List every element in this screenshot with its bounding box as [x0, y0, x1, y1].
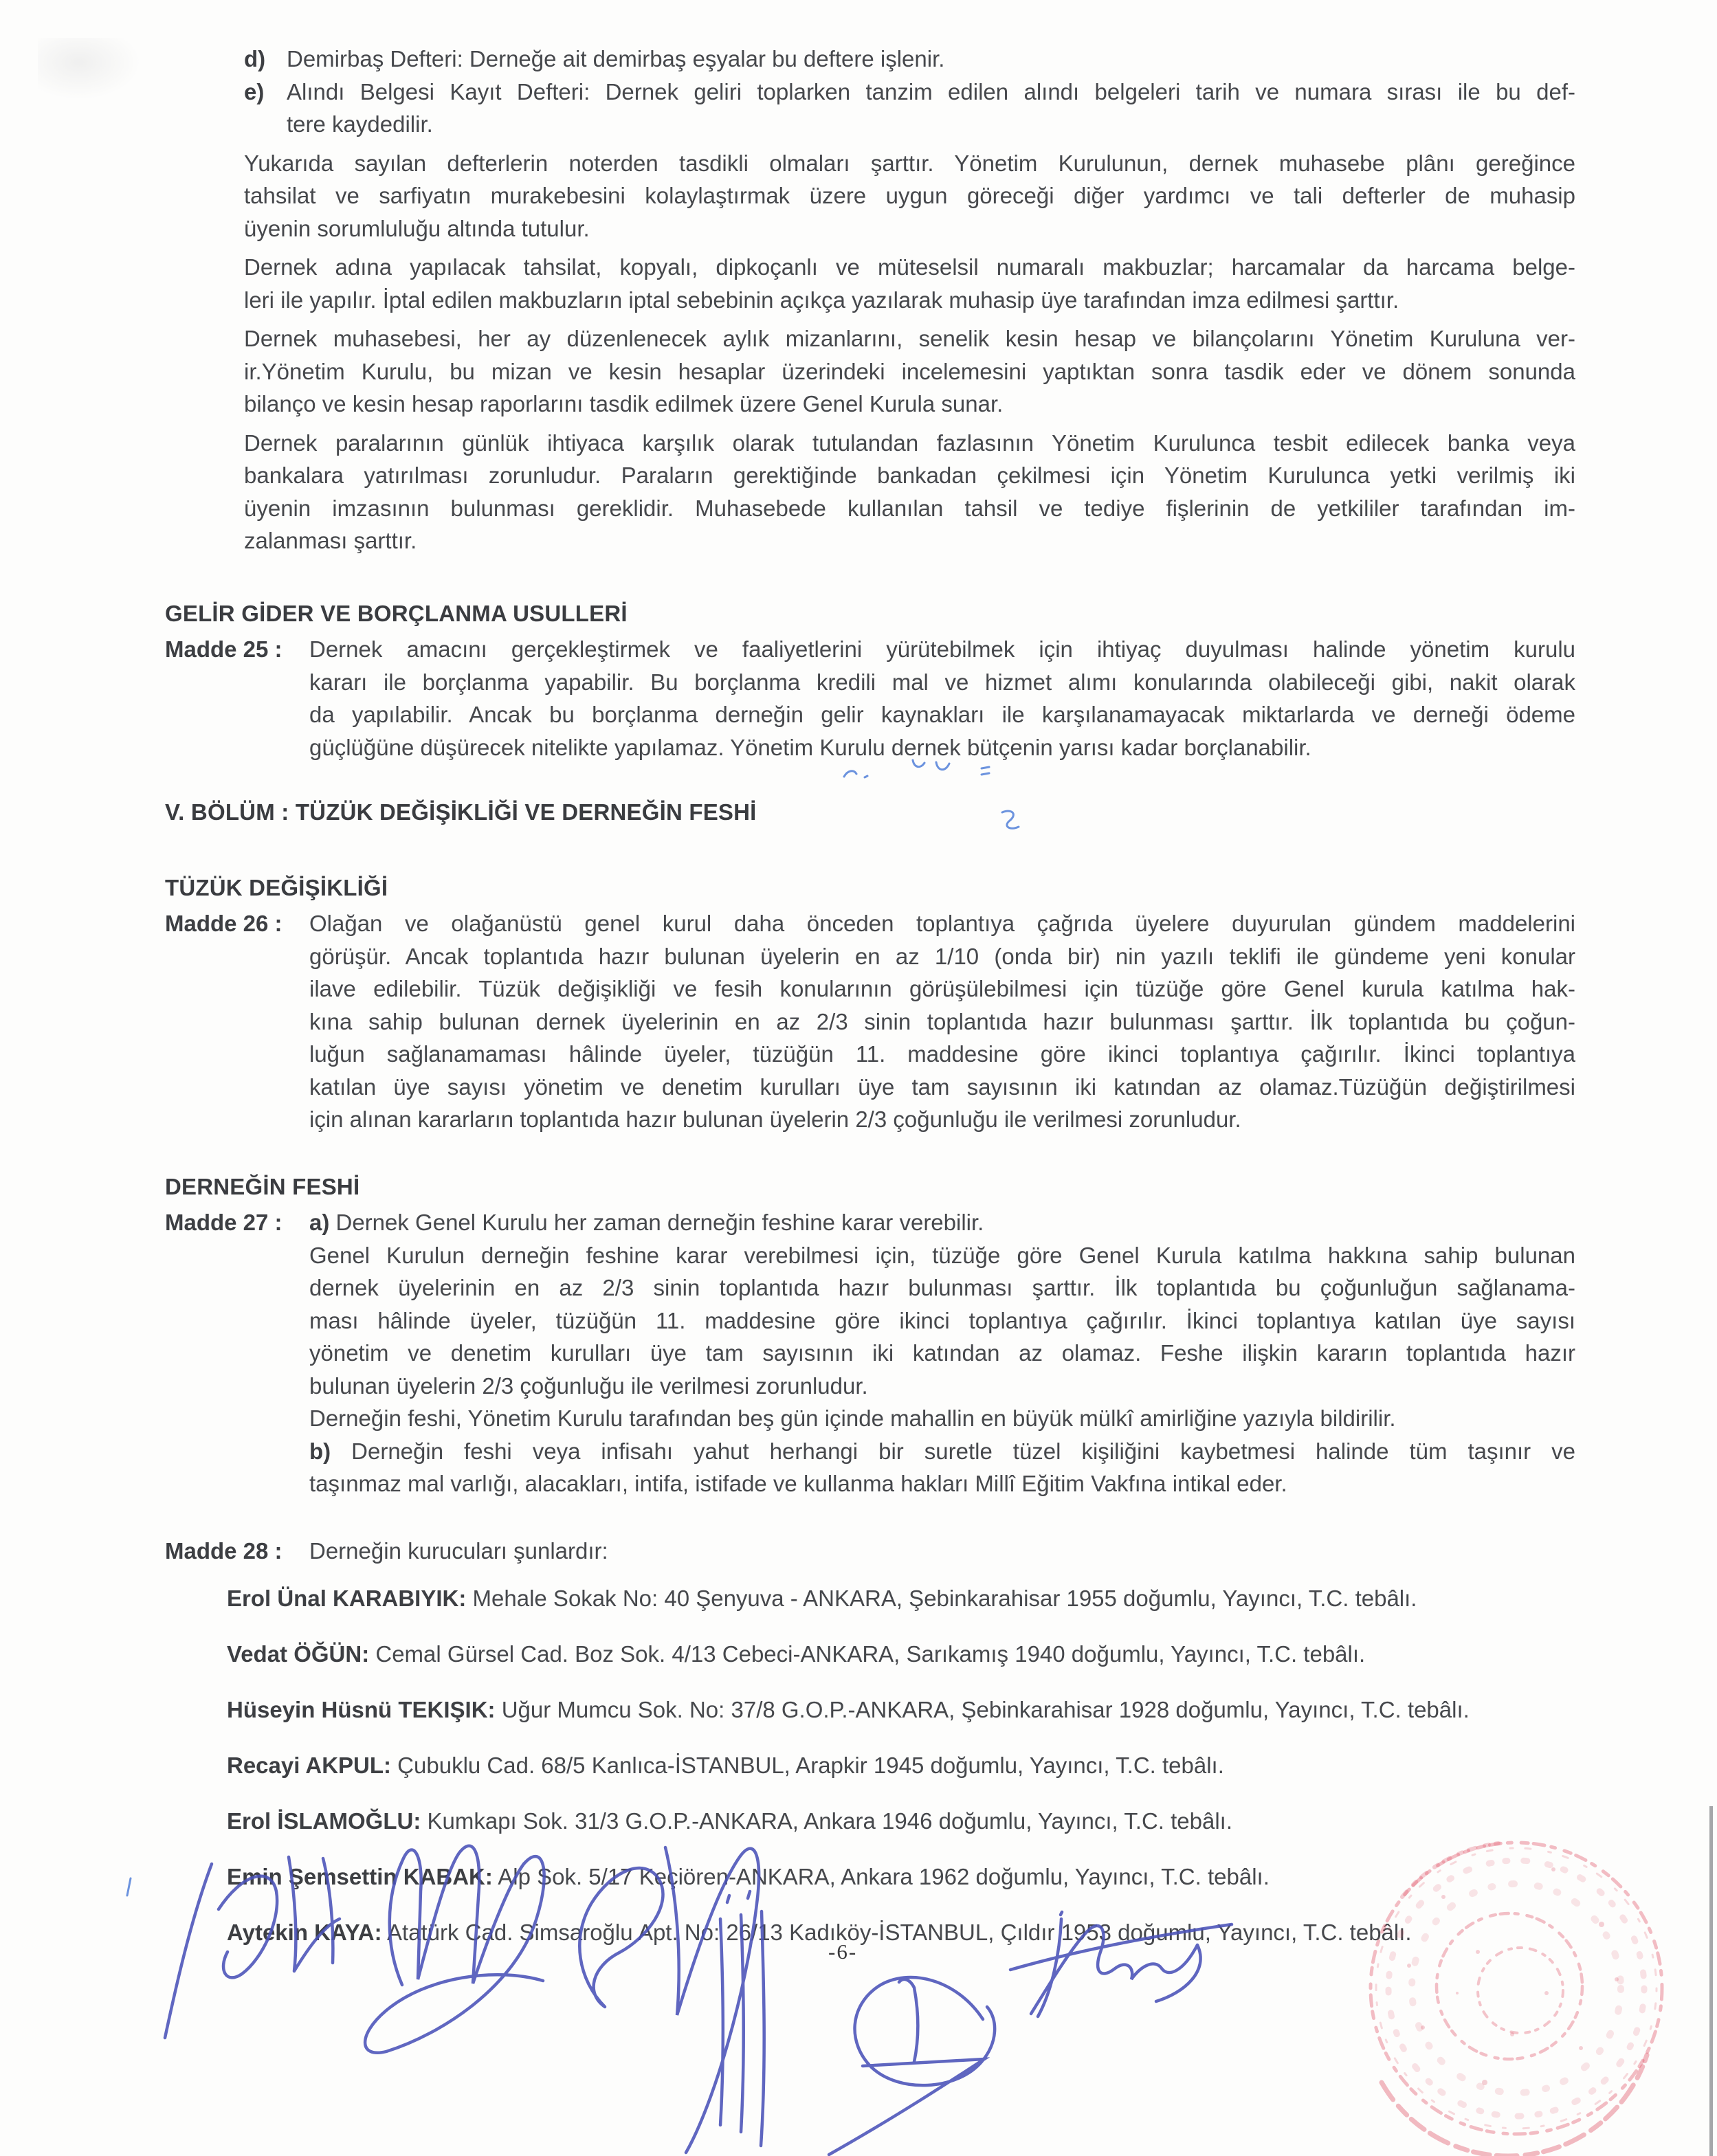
paragraph-muhasebe: [244, 322, 1575, 421]
scan-edge-line: [1709, 1806, 1713, 2156]
text-line: yönetim ve denetim kurulları üye tam sayısının iki katından az olamaz. Feshe ilişkin kararın toplantıda hazır: [309, 1340, 1575, 1366]
text-line: zalanması şarttır.: [244, 528, 417, 553]
founder-details: Cemal Gürsel Cad. Boz Sok. 4/13 Cebeci-ANKARA, Sarıkamış 1940 doğumlu, Yayıncı, T.C. tebâlı.: [369, 1641, 1366, 1667]
text-line: tere kaydedilir.: [287, 111, 433, 137]
founder-name: Erol Ünal KARABIYIK:: [227, 1586, 467, 1611]
text-line: bulunan üyelerin 2/3 çoğunluğu ile verilmesi zorunludur.: [309, 1372, 868, 1399]
paragraph-defterler: [244, 147, 1575, 245]
founder-name: Recayi AKPUL:: [227, 1753, 392, 1778]
founder-name: Erol İSLAMOĞLU:: [227, 1808, 421, 1834]
founder-name: Vedat ÖĞÜN:: [227, 1641, 370, 1667]
founder-details: Atatürk Cad. Simsaroğlu Apt. No: 26/13 Kadıköy-İSTANBUL, Çıldır 1953 doğumlu, Yayıncı, T.C. tebâlı.: [381, 1920, 1412, 1945]
text-line: leri ile yapılır. İptal edilen makbuzların iptal sebebinin açıkça yazılarak muhasip üye tarafından imza edilmesi şarttır.: [244, 287, 1399, 313]
text-line: ir.Yönetim Kurulu, bu mizan ve kesin hesaplar üzerindeki incelemesini yaptıktan sonra tasdik eder ve dönem sonunda: [244, 358, 1575, 384]
text-line: ması hâlinde üyeler, tüzüğün 11. maddesine göre ikinci toplantıya çağırılır. İkinci toplantıya katılan üye sayısı: [309, 1307, 1575, 1333]
founder-details: Çubuklu Cad. 68/5 Kanlıca-İSTANBUL, Arapkir 1945 doğumlu, Yayıncı, T.C. tebâlı.: [391, 1753, 1224, 1778]
item-a-text: Dernek Genel Kurulu her zaman derneğin feshine karar verebilir.: [329, 1210, 984, 1235]
item-e-label: e): [244, 78, 265, 104]
text-line: Genel Kurulun derneğin feshine karar verebilmesi için, tüzüğe göre Genel Kurula katılma hakkına sahip bulunan: [309, 1242, 1575, 1268]
madde-28: [165, 1535, 1575, 1568]
madde-28-text: Derneğin kurucuları şunlardır:: [309, 1537, 608, 1564]
text-line: katılan üye sayısı yönetim ve denetim kurulları üye tam sayısının iki katından az olamaz.Tüzüğün değiştirilmesi: [309, 1074, 1575, 1100]
pen-mark: [127, 1878, 131, 1896]
text-line: dernek üyelerinin en az 2/3 sinin toplantıda hazır bulunması şarttır. İlk toplantıda bu çoğunluğun sağlanama-: [309, 1275, 1575, 1300]
madde-25-label: Madde 25 :: [165, 636, 283, 662]
text-line: üyenin sorumluluğu altında tutulur.: [244, 215, 590, 241]
madde-27-item-b-line1: [309, 1435, 1575, 1468]
founder-name: Emin Şemsettin KABAK:: [227, 1864, 493, 1889]
madde-25: [165, 633, 1575, 764]
founder-row: [227, 1749, 1575, 1782]
founder-row: [227, 1582, 1575, 1615]
heading-tuzuk-degisikligi: TÜZÜK DEĞİŞİKLİĞİ: [165, 874, 388, 900]
founder-name: Aytekin KAYA:: [227, 1920, 382, 1945]
text-line: luğun sağlanamaması hâlinde üyeler, tüzüğün 11. maddesine göre ikinci toplantıya çağırılır. İkinci toplantıya: [309, 1041, 1575, 1067]
madde-27-item-a: [309, 1206, 1575, 1239]
text-line: Dernek muhasebesi, her ay düzenlenecek aylık mizanlarını, senelik kesin hesap ve bilançolarını Yönetim Kuruluna ver-: [244, 326, 1575, 351]
founder-details: Kumkapı Sok. 31/3 G.O.P.-ANKARA, Ankara 1946 doğumlu, Yayıncı, T.C. tebâlı.: [421, 1808, 1233, 1834]
madde-26-text: [309, 907, 1575, 1136]
founders-list: [165, 1582, 1575, 1949]
madde-26-label: Madde 26 :: [165, 911, 283, 936]
heading-gelir-gider: GELİR GİDER VE BORÇLANMA USULLERİ: [165, 600, 628, 626]
document-body: [165, 43, 1575, 1972]
text-line: Dernek paralarının günlük ihtiyaca karşılık olarak tutulandan fazlasının Yönetim Kurulunca tesbit edilecek banka veya: [244, 430, 1575, 456]
madde-27-item-b-line2: taşınmaz mal varlığı, alacakları, intifa, istifade ve kullanma hakları Millî Eğitim Vakfına intikal eder.: [309, 1471, 1287, 1496]
founder-name: Hüseyin Hüsnü TEKIŞIK:: [227, 1697, 496, 1722]
item-b-text: Derneğin feshi veya infisahı yahut herhangi bir suretle tüzel kişiliğini kaybetmesi halinde tüm taşınır ve: [331, 1438, 1575, 1464]
heading-bolum-5: V. BÖLÜM : TÜZÜK DEĞİŞİKLİĞİ VE DERNEĞİN FESHİ: [165, 799, 757, 825]
stamp-bottom-arc: [1382, 2055, 1647, 2156]
paragraph-makbuzlar: [244, 251, 1575, 316]
text-line: Alındı Belgesi Kayıt Defteri: Dernek geliri toplarken tanzim edilen alındı belgeleri tarih ve numara sırası ile bu def-: [287, 78, 1575, 104]
founder-row: [227, 1693, 1575, 1726]
ledger-item-e: [244, 76, 1575, 141]
text-line: bankalara yatırılması zorunludur. Paraların gerektiğinde bankadan çekilmesi için Yönetim Kurulunca yetki verilmiş iki: [244, 463, 1575, 488]
text-line: güçlüğüne düşürecek nitelikte yapılamaz. Yönetim Kurulu dernek bütçenin yarısı kadar borçlanabilir.: [309, 734, 1311, 760]
madde-27-feshi-line: Derneğin feshi, Yönetim Kurulu tarafından beş gün içinde mahallin en büyük mülkî amirliğine yazıyla bildirilir.: [309, 1405, 1396, 1431]
founder-details: Mehale Sokak No: 40 Şenyuva - ANKARA, Şebinkarahisar 1955 doğumlu, Yayıncı, T.C. tebâlı.: [466, 1586, 1417, 1611]
text-line: üyenin imzasının bulunması gereklidir. Muhasebede kullanılan tahsil ve tediye fişlerinin de yetkililer tarafından im-: [244, 495, 1575, 521]
item-d-text: Demirbaş Defteri: Derneğe ait demirbaş eşyalar bu deftere işlenir.: [287, 46, 945, 71]
item-a-label: a): [309, 1210, 330, 1235]
text-line: bilanço ve kesin hesap raporlarını tasdik edilmek üzere Genel Kurula sunar.: [244, 391, 1004, 416]
founder-details: Uğur Mumcu Sok. No: 37/8 G.O.P.-ANKARA, Şebinkarahisar 1928 doğumlu, Yayıncı, T.C. tebâlı.: [495, 1697, 1470, 1722]
madde-28-label: Madde 28 :: [165, 1537, 283, 1564]
madde-27-text: [309, 1239, 1575, 1403]
madde-25-text: [309, 633, 1575, 764]
text-line: kına sahip bulunan dernek üyelerinin en az 2/3 sinin toplantıda hazır bulunması şarttır. İlk toplantıda bu çoğun-: [309, 1008, 1575, 1034]
text-line: için alınan kararların toplantıda hazır bulunan üyelerin 2/3 çoğunluğu ile verilmesi zorunludur.: [309, 1107, 1241, 1132]
item-e-text: [287, 76, 1575, 141]
founder-row: [227, 1916, 1575, 1949]
signature-5: [899, 1979, 918, 2062]
signature-5: [829, 2059, 984, 2155]
madde-27-label: Madde 27 :: [165, 1210, 283, 1235]
page-number: -6-: [828, 1940, 858, 1964]
founder-row: [227, 1860, 1575, 1893]
text-line: Dernek adına yapılacak tahsilat, kopyalı, dipkoçanlı ve müteselsil numaralı makbuzlar; harcamalar da harcama belge-: [244, 254, 1575, 280]
item-b-label: b): [309, 1438, 331, 1464]
text-line: Dernek amacını gerçekleştirmek ve faaliyetlerini yürütebilmek için ihtiyaç duyulması halinde yönetim kurulu: [309, 636, 1575, 662]
scan-smudge: [38, 38, 141, 100]
madde-26: [165, 907, 1575, 1136]
text-line: Yukarıda sayılan defterlerin noterden tasdikli olmaları şarttır. Yönetim Kurulunun, dernek muhasebe plânı gereğince: [244, 150, 1575, 176]
signature-5: [855, 1977, 995, 2085]
founder-row: [227, 1805, 1575, 1838]
text-line: kararı ile borçlanma yapabilir. Bu borçlanma kredili mal ve hizmet alımı konularında olabileceği gibi, nakit olarak: [309, 669, 1575, 695]
ledger-item-d: [244, 43, 1575, 76]
text-line: Olağan ve olağanüstü genel kurul daha önceden toplantıya çağrıda üyelere duyurulan gündem maddelerini: [309, 911, 1575, 936]
founder-row: [227, 1638, 1575, 1671]
item-d-label: d): [244, 46, 266, 71]
text-line: görüşür. Ancak toplantıda hazır bulunan üyelerin en az 1/10 (onda bir) nin yazılı teklifi ile gündeme yeni konular: [309, 943, 1575, 969]
paragraph-paralar: [244, 427, 1575, 557]
madde-27: [165, 1206, 1575, 1500]
text-line: ilave edilebilir. Tüzük değişikliği ve fesih konularının görüşülebilmesi için tüzüğe göre Genel kurula katılma hak-: [309, 976, 1575, 1001]
founder-details: Alp Sok. 5/17 Keçiören-ANKARA, Ankara 1962 doğumlu, Yayıncı, T.C. tebâlı.: [492, 1864, 1270, 1889]
text-line: tahsilat ve sarfiyatın murakebesini kolaylaştırmak üzere uygun göreceği diğer yardımcı ve tali defterler de muhasip: [244, 183, 1575, 208]
text-line: da yapılabilir. Ancak bu borçlanma derneğin gelir kaynakları ile karşılanamayacak miktarlarda ve derneği ödeme: [309, 702, 1575, 727]
heading-dernegin-feshi: DERNEĞİN FESHİ: [165, 1173, 360, 1199]
